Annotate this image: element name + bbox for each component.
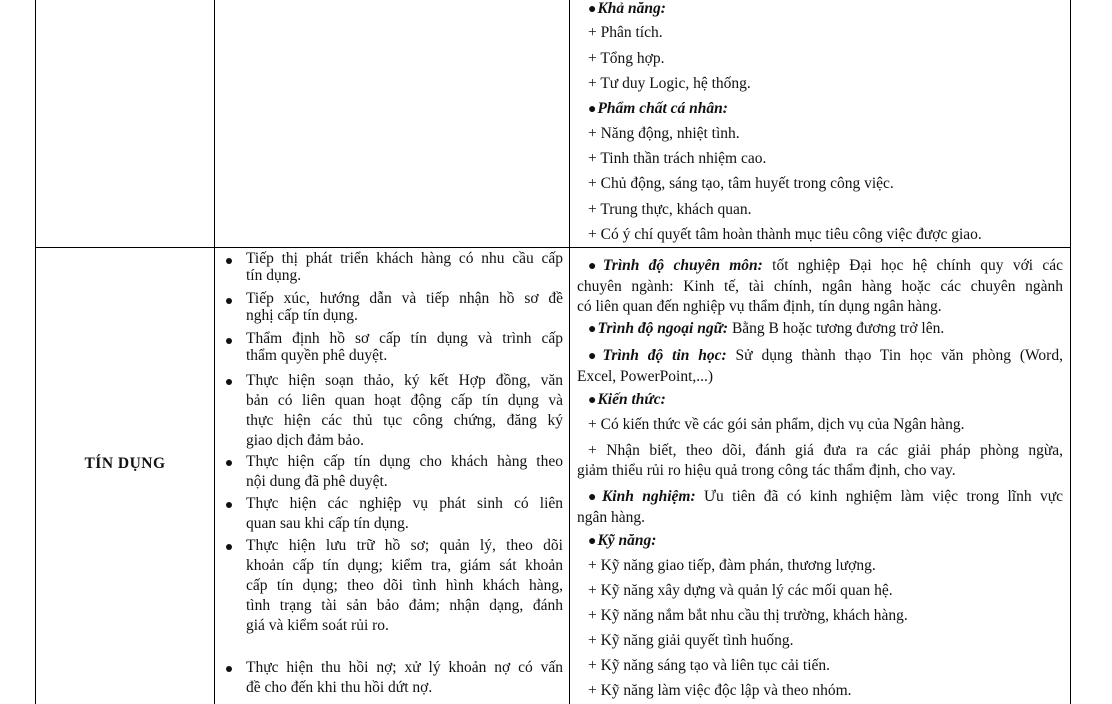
bullet-icon: [226, 544, 232, 550]
duty-item: [246, 330, 563, 365]
duty-item: [246, 658, 563, 698]
req-line: Excel, PowerPoint,...): [577, 368, 714, 385]
req-kien-thuc-2: [577, 441, 1063, 481]
req-label: Kinh nghiệm:: [601, 488, 696, 505]
req-line: + Nhận biết, theo dõi, đánh giá đưa ra các giải pháp phòng ngừa,: [588, 442, 1063, 459]
req-text: tốt nghiệp Đại học hệ chính quy với các: [762, 257, 1064, 274]
bullet-icon: [226, 379, 232, 385]
req-trinh-do: [577, 256, 1063, 317]
duty-line: giao dịch đảm bảo.: [246, 432, 364, 449]
list-item: + Tư duy Logic, hệ thống.: [588, 75, 751, 92]
duty-item: [246, 536, 563, 636]
req-kinh-nghiem: [577, 487, 1063, 528]
pham-chat-label: Phẩm chất cá nhân:: [597, 100, 728, 117]
req-line: có liên quan đến nghiệp vụ thẩm định, tín dụng ngân hàng.: [577, 298, 942, 315]
list-item: + Kỹ năng xây dựng và quản lý các mối quan hệ.: [588, 582, 893, 599]
req-label: Kỹ năng:: [597, 532, 657, 549]
list-item: + Có kiến thức về các gói sản phẩm, dịch vụ của Ngân hàng.: [588, 416, 965, 433]
kha-nang-heading: ●Khả năng:: [588, 0, 666, 17]
list-item: + Tinh thần trách nhiệm cao.: [588, 150, 767, 167]
bullet-icon: [226, 502, 232, 508]
duty-line: Thực hiện cấp tín dụng cho khách hàng theo: [246, 453, 563, 470]
duty-line: bản có liên quan hoạt động cấp tín dụng và: [246, 392, 563, 409]
position-title: TÍN DỤNG: [84, 455, 166, 472]
req-label: Kiến thức:: [597, 391, 666, 408]
duty-line: quan sau khi cấp tín dụng.: [246, 515, 409, 532]
table-border-left: [35, 0, 36, 704]
req-ngoai-ngu: ●Trình độ ngoại ngữ: Bằng B hoặc tương đương trở lên.: [588, 320, 945, 337]
duty-line: giá và kiểm soát rủi ro.: [246, 617, 389, 634]
req-line: ●Trình độ chuyên môn: tốt nghiệp Đại học hệ chính quy với các: [588, 257, 1064, 274]
duty-line: tín dụng.: [246, 267, 302, 284]
duty-line: khoản cấp tín dụng; kiểm tra, giám sát khoản: [246, 557, 563, 574]
duty-line: nghị cấp tín dụng.: [246, 307, 358, 324]
duty-line: Thẩm định hồ sơ cấp tín dụng và trình cấp: [246, 330, 563, 347]
duty-line: Thực hiện lưu trữ hồ sơ; quản lý, theo dõi: [246, 537, 563, 554]
bullet-icon: [226, 460, 232, 466]
list-item: + Kỹ năng làm việc độc lập và theo nhóm.: [588, 682, 852, 699]
duty-line: cấp tín dụng; theo dõi tình hình khách hàng,: [246, 577, 563, 594]
list-item: + Năng động, nhiệt tình.: [588, 125, 740, 142]
duty-line: Thực hiện các nghiệp vụ phát sinh có liên: [246, 495, 563, 512]
req-label: Trình độ tin học:: [602, 347, 727, 364]
duty-line: Tiếp thị phát triển khách hàng có nhu cầu cấp: [246, 250, 563, 267]
req-tin-hoc: [577, 346, 1063, 387]
kha-nang-label: Khả năng:: [597, 0, 666, 17]
bullet-icon: [226, 666, 232, 672]
list-item: + Kỹ năng sáng tạo và liên tục cải tiến.: [588, 657, 831, 674]
req-label: Trình độ chuyên môn:: [602, 257, 763, 274]
table-row-divider: [35, 247, 1071, 248]
req-text: Sử dụng thành thạo Tin học văn phòng (Word,: [726, 347, 1063, 364]
duty-item: [246, 494, 563, 534]
duty-line: Tiếp xúc, hướng dẫn và tiếp nhận hồ sơ đề: [246, 290, 563, 307]
list-item: + Kỹ năng giải quyết tình huống.: [588, 632, 794, 649]
bullet-icon: [226, 338, 232, 344]
duty-line: đề cho đến khi thu hồi dứt nợ.: [246, 679, 433, 696]
list-item: + Kỹ năng nắm bắt nhu cầu thị trường, khách hàng.: [588, 607, 908, 624]
duty-line: Thực hiện soạn thảo, ký kết Hợp đồng, văn: [246, 372, 563, 389]
req-text: Ưu tiên đã có kinh nghiệm làm việc trong lĩnh vực: [695, 488, 1063, 505]
duty-line: nội dung đã phê duyệt.: [246, 473, 388, 490]
req-line: chuyên ngành: Kinh tế, tài chính, ngân hàng hoặc các chuyên ngành: [577, 278, 1063, 295]
req-kien-thuc-heading: ●Kiến thức:: [588, 391, 666, 408]
list-item: + Có ý chí quyết tâm hoàn thành mục tiêu công việc được giao.: [588, 226, 982, 243]
duty-line: Thực hiện thu hồi nợ; xử lý khoản nợ có vấn: [246, 659, 563, 676]
req-label: Trình độ ngoại ngữ:: [597, 320, 729, 337]
duty-item: [246, 371, 563, 451]
duty-line: tình trạng tài sản bảo đảm; nhận dạng, đánh: [246, 597, 563, 614]
duty-item: [246, 452, 563, 492]
req-text: Bằng B hoặc tương đương trở lên.: [728, 320, 945, 337]
duty-line: thẩm quyền phê duyệt.: [246, 347, 388, 364]
list-item: + Kỹ năng giao tiếp, đàm phán, thương lượng.: [588, 557, 876, 574]
bullet-icon: [226, 298, 232, 304]
req-line: ngân hàng.: [577, 509, 646, 526]
req-line: ●Kinh nghiệm: Ưu tiên đã có kinh nghiệm làm việc trong lĩnh vực: [588, 488, 1063, 505]
pham-chat-heading: ●Phẩm chất cá nhân:: [588, 100, 728, 117]
list-item: + Phân tích.: [588, 24, 663, 41]
duty-item: [246, 250, 563, 285]
duty-line: thực hiện các thủ tục công chứng, đăng ký: [246, 412, 563, 429]
table-border-col1: [214, 0, 215, 704]
list-item: + Tổng hợp.: [588, 50, 665, 67]
bullet-icon: [226, 258, 232, 264]
req-line: giảm thiểu rủi ro hiệu quả trong công tác thẩm định, cho vay.: [577, 462, 956, 479]
duty-item: [246, 290, 563, 325]
req-line: ●Trình độ tin học: Sử dụng thành thạo Tin học văn phòng (Word,: [588, 347, 1063, 364]
list-item: + Chủ động, sáng tạo, tâm huyết trong công việc.: [588, 175, 894, 192]
list-item: + Trung thực, khách quan.: [588, 201, 752, 218]
table-border-col2: [569, 0, 570, 704]
req-ky-nang-heading: ●Kỹ năng:: [588, 532, 657, 549]
